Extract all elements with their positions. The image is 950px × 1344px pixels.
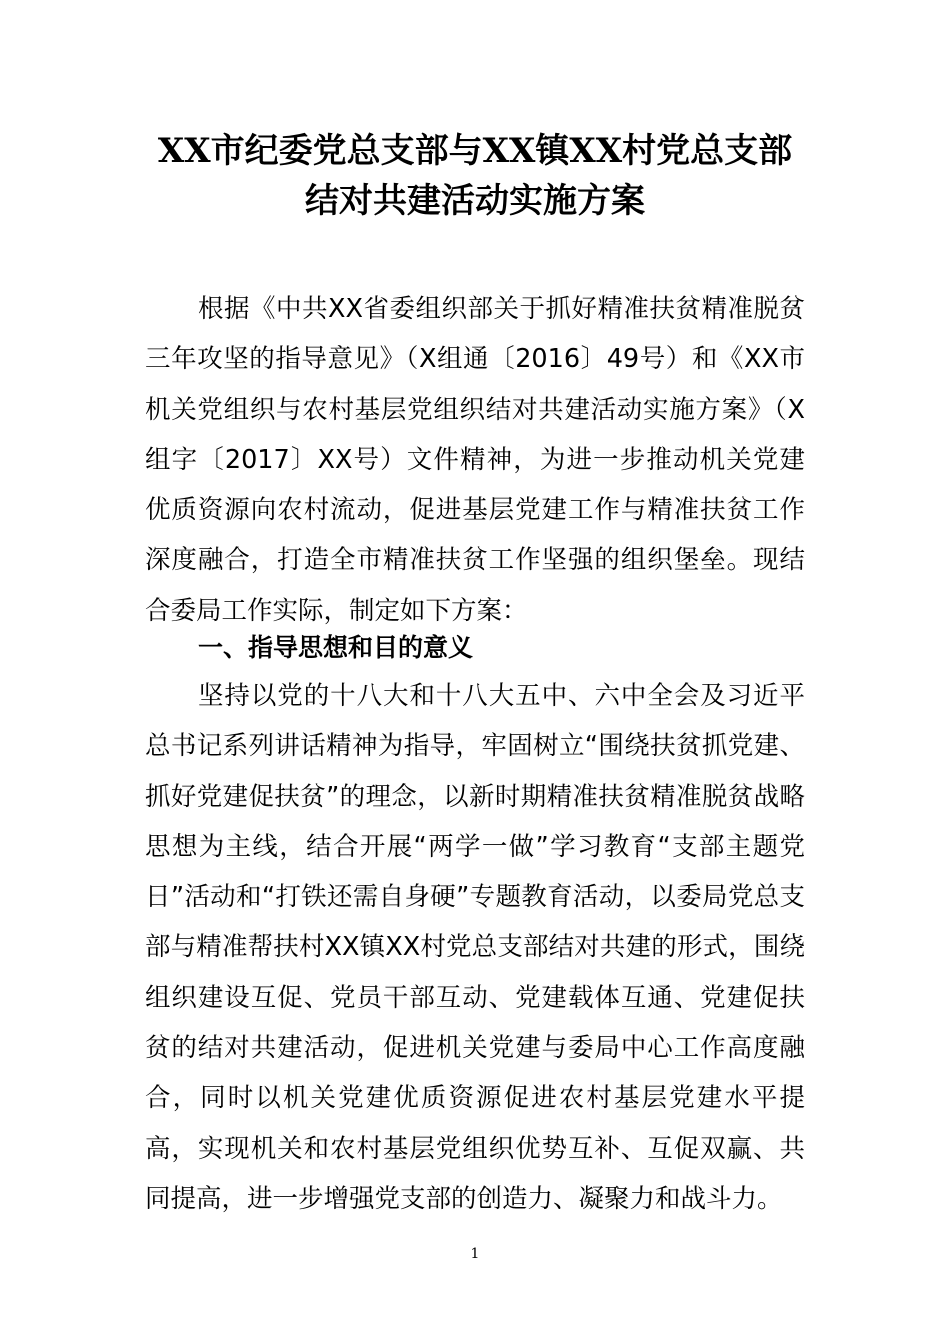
- section-1-paragraph: 坚持以党的十八大和十八大五中、六中全会及习近平总书记系列讲话精神为指导，牢固树立“围绕扶贫抓党建、抓好党建促扶贫”的理念，以新时期精准扶贫精准脱贫战略思想为主线，结合开展“两学一做”学习教育“支部主题党日”活动和“打铁还需自身硬”专题教育活动，以委局党总支部与精准帮扶村XX镇XX村党总支部结对共建的形式，围绕组织建设互促、党员干部互动、党建载体互通、党建促扶贫的结对共建活动，促进机关党建与委局中心工作高度融合，同时以机关党建优质资源促进农村基层党建水平提高，实现机关和农村基层党组织优势互补、互促双赢、共同提高，进一步增强党支部的创造力、凝聚力和战斗力。: [145, 681, 805, 1214]
- document-title-line-1: XX市纪委党总支部与XX镇XX村党总支部: [157, 131, 793, 171]
- page-number: 1: [470, 1246, 480, 1262]
- document-title-line-2: 结对共建活动实施方案: [305, 181, 645, 221]
- intro-paragraph: 根据《中共XX省委组织部关于抓好精准扶贫精准脱贫三年攻坚的指导意见》（X组通〔2016〕49号）和《XX市机关党组织与农村基层党组织结对共建活动实施方案》（X组字〔2017〕XX号）文件精神，为进一步推动机关党建优质资源向农村流动，促进基层党建工作与精准扶贫工作深度融合，打造全市精准扶贫工作坚强的组织堡垒。现结合委局工作实际，制定如下方案：: [145, 294, 805, 626]
- section-heading-1: 一、指导思想和目的意义: [198, 633, 474, 662]
